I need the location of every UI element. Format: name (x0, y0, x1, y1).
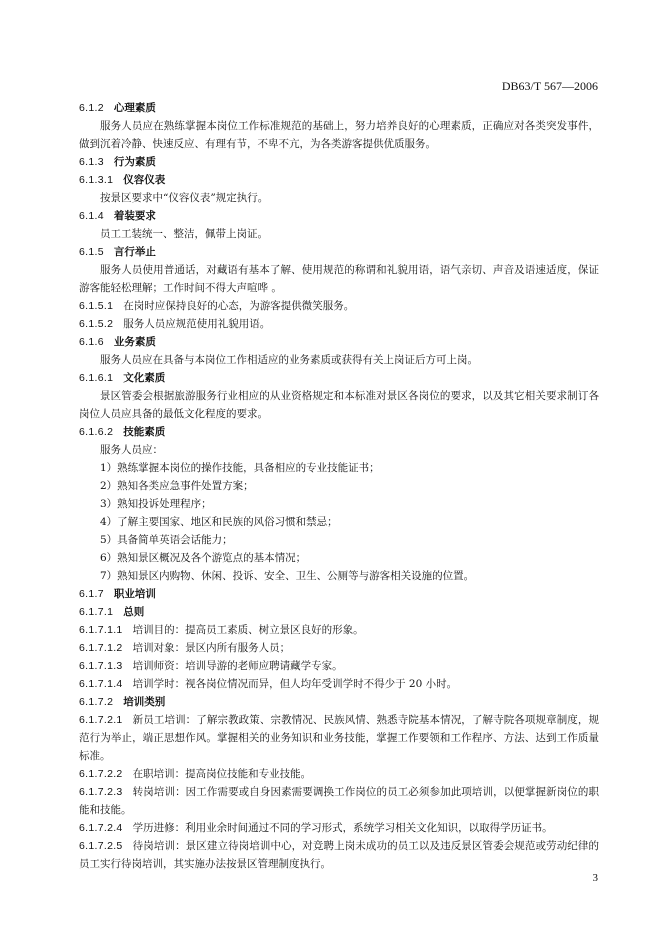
section-title: 仪容仪表 (123, 174, 166, 186)
section-title: 心理素质 (113, 102, 156, 114)
section-number: 6.1.7.1 (79, 606, 114, 618)
section-title: 培训类别 (123, 696, 166, 708)
document-body (79, 99, 599, 873)
clause-text: 新员工培训：了解宗教政策、宗教情况、民族风情、熟悉寺院基本情况，了解寺院各项规章制度，规范行为举止，端正思想作风。掌握相关的业务知识和业务技能，掌握工作要领和工作程序、方法、达到工作质量标准。 (79, 714, 599, 762)
clause-number: 6.1.7.2.5 (79, 840, 123, 852)
clause-number: 6.1.5.2 (79, 318, 114, 330)
list-item: 1）熟练掌握本岗位的操作技能，具备相应的专业技能证书； (100, 462, 380, 474)
section-number: 6.1.5 (79, 246, 104, 258)
clause-number: 6.1.7.2.3 (79, 786, 123, 798)
page-number: 3 (592, 872, 598, 884)
section-title: 职业培训 (113, 588, 156, 600)
paragraph: 服务人员应： (100, 444, 163, 456)
clause-text: 培训学时：视各岗位情况而异，但人均年受训学时不得少于 20 小时。 (132, 678, 458, 690)
numbered-clause (79, 837, 599, 873)
section-heading (79, 153, 599, 171)
list-item: 3）熟知投诉处理程序； (100, 498, 212, 510)
section-title: 文化素质 (123, 372, 166, 384)
list-item: 6）熟知景区概况及各个游览点的基本情况； (100, 552, 307, 564)
clause-text: 在岗时应保持良好的心态，为游客提供微笑服务。 (123, 300, 355, 312)
section-number: 6.1.6 (79, 336, 104, 348)
section-title: 总则 (123, 606, 145, 618)
paragraph: 服务人员应在具备与本岗位工作相适应的业务素质或获得有关上岗证后方可上岗。 (100, 354, 478, 366)
numbered-clause (79, 675, 599, 693)
paragraph: 服务人员使用普通话，对藏语有基本了解、使用规范的称谓和礼貌用语，语气亲切、声音及语速适度，保证游客能轻松理解；工作时间不得大声喧哗 。 (79, 264, 599, 294)
section-heading (79, 603, 599, 621)
section-heading (79, 243, 599, 261)
clause-number: 6.1.7.1.2 (79, 642, 123, 654)
section-number: 6.1.7 (79, 588, 104, 600)
paragraph: 按景区要求中“仪容仪表”规定执行。 (100, 192, 269, 204)
clause-text: 培训师资：培训导游的老师应聘请藏学专家。 (132, 660, 343, 672)
section-heading (79, 585, 599, 603)
section-title: 言行举止 (113, 246, 156, 258)
section-title: 业务素质 (113, 336, 156, 348)
document-code-header: DB63/T 567—2006 (501, 79, 598, 93)
clause-text: 在职培训：提高岗位技能和专业技能。 (132, 768, 312, 780)
section-heading (79, 99, 599, 117)
clause-text: 待岗培训：景区建立待岗培训中心，对竞聘上岗未成功的员工以及违反景区管委会规范或劳动纪律的员工实行待岗培训，其实施办法按景区管理制度执行。 (79, 840, 599, 870)
list-item: 2）熟知各类应急事件处置方案； (100, 480, 254, 492)
numbered-clause (79, 819, 599, 837)
section-number: 6.1.2 (79, 102, 104, 114)
paragraph: 员工工装统一、整洁，佩带上岗证。 (100, 228, 268, 240)
clause-number: 6.1.7.2.4 (79, 822, 123, 834)
numbered-clause (79, 639, 599, 657)
clause-number: 6.1.7.2.1 (79, 714, 123, 726)
section-number: 6.1.6.1 (79, 372, 114, 384)
clause-number: 6.1.7.1.3 (79, 660, 123, 672)
numbered-clause (79, 297, 599, 315)
numbered-clause (79, 621, 599, 639)
section-heading (79, 207, 599, 225)
list-item: 7）熟知景区内购物、休闲、投诉、安全、卫生、公厕等与游客相关设施的位置。 (100, 570, 475, 582)
clause-text: 培训目的：提高员工素质、树立景区良好的形象。 (132, 624, 364, 636)
clause-number: 6.1.5.1 (79, 300, 114, 312)
clause-text: 培训对象：景区内所有服务人员； (132, 642, 291, 654)
clause-number: 6.1.7.2.2 (79, 768, 123, 780)
section-number: 6.1.6.2 (79, 426, 114, 438)
clause-text: 转岗培训：因工作需要或自身因素需要调换工作岗位的员工必须参加此项培训，以便掌握新岗位的职能和技能。 (79, 786, 599, 816)
section-number: 6.1.3.1 (79, 174, 114, 186)
section-heading (79, 171, 599, 189)
section-title: 技能素质 (123, 426, 166, 438)
paragraph: 服务人员应在熟练掌握本岗位工作标准规范的基础上，努力培养良好的心理素质，正确应对各类突发事件，做到沉着冷静、快速反应、有理有节，不卑不亢，为各类游客提供优质服务。 (79, 120, 599, 150)
clause-number: 6.1.7.1.4 (79, 678, 123, 690)
section-number: 6.1.4 (79, 210, 104, 222)
numbered-clause (79, 711, 599, 765)
numbered-clause (79, 783, 599, 819)
list-item: 4）了解主要国家、地区和民族的风俗习惯和禁忌； (100, 516, 338, 528)
list-item: 5）具备简单英语会话能力； (100, 534, 233, 546)
clause-number: 6.1.7.1.1 (79, 624, 123, 636)
numbered-clause (79, 657, 599, 675)
section-heading (79, 333, 599, 351)
section-title: 行为素质 (113, 156, 156, 168)
section-heading (79, 693, 599, 711)
section-number: 6.1.3 (79, 156, 104, 168)
paragraph: 景区管委会根据旅游服务行业相应的从业资格规定和本标准对景区各岗位的要求，以及其它相关要求制订各岗位人员应具备的最低文化程度的要求。 (79, 390, 599, 420)
section-heading (79, 423, 599, 441)
numbered-clause (79, 765, 599, 783)
clause-text: 服务人员应规范使用礼貌用语。 (123, 318, 271, 330)
clause-text: 学历进修：利用业余时间通过不同的学习形式，系统学习相关文化知识，以取得学历证书。 (132, 822, 553, 834)
numbered-clause (79, 315, 599, 333)
section-title: 着装要求 (113, 210, 156, 222)
section-number: 6.1.7.2 (79, 696, 114, 708)
section-heading (79, 369, 599, 387)
